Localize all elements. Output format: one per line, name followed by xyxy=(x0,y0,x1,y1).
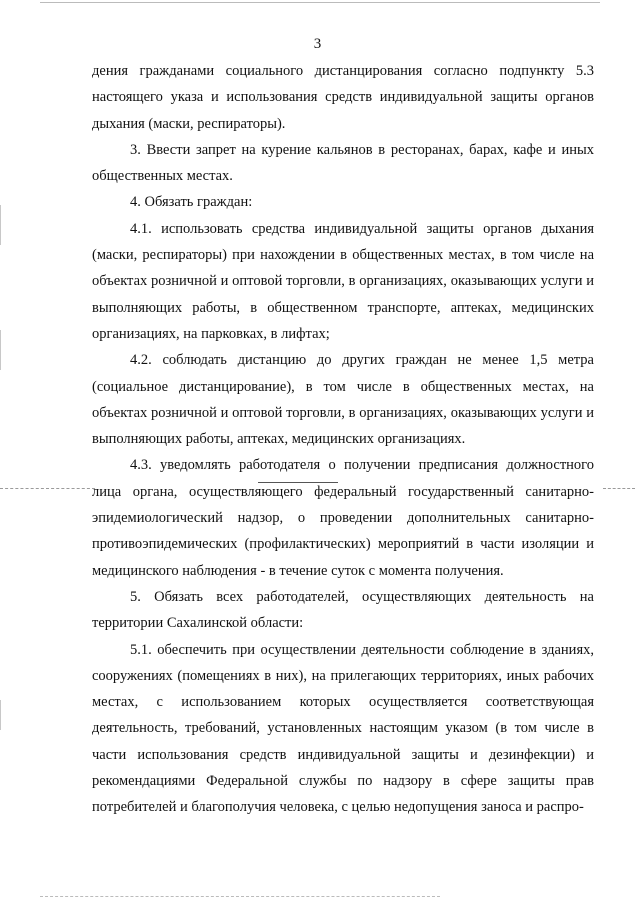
scan-margin-mark xyxy=(0,700,7,730)
paragraph-item-5-1: 5.1. обеспечить при осуществлении деятельности соблюдение в зданиях, сооружениях (помещениях в них), на прилегающих территориях, иных рабочих местах, с использованием которых осуществляется соответствующая деятельность, требований, установленных настоящим указом (в том числе в части использования средств индивидуальной защиты и дезинфекции) и рекомендациями Федеральной службы по надзору в сфере защиты прав потребителей и благополучия человека, с целью недопущения заноса и распро- xyxy=(92,641,594,816)
paragraph-item-4-2: 4.2. соблюдать дистанцию до других граждан не менее 1,5 метра (социальное дистанцирование), в том числе в общественных местах, на объектах розничной и оптовой торговли, в организациях, оказывающих услуги и выполняющих работы, аптеках, медицинских организациях. xyxy=(92,352,594,448)
paragraph-item-4-1: 4.1. использовать средства индивидуальной защиты органов дыхания (маски, респираторы) при нахождении в общественных местах, в том числе на объектах розничной и оптовой торговли, в организациях, оказывающих услуги и выполняющих работы, в общественном транспорте, аптеках, медицинских организациях, на парковках, в лифтах; xyxy=(92,220,594,342)
paragraph-item-4-3: 4.3. уведомлять работодателя о получении предписания должностного лица органа, осуществляющего федеральный государственный санитарно-эпидемиологический надзор, о проведении дополнительных санитарно-противоэпидемических (профилактических) мероприятий в части изоляции и медицинского наблюдения - в течение суток с момента получения. xyxy=(92,457,594,579)
strike-line xyxy=(258,482,338,483)
fold-line xyxy=(0,488,95,489)
scan-margin-mark xyxy=(0,330,7,370)
scan-margin-mark xyxy=(0,205,7,245)
paragraph-continuation: дения гражданами социального дистанцирования согласно подпункту 5.3 настоящего указа и использования средств индивидуальной защиты органов дыхания (маски, респираторы). xyxy=(92,63,594,132)
scan-top-edge xyxy=(40,2,600,3)
paragraph-item-5: 5. Обязать всех работодателей, осуществляющих деятельность на территории Сахалинской области: xyxy=(92,588,594,632)
paragraph-item-4: 4. Обязать граждан: xyxy=(130,194,253,211)
document-body xyxy=(92,58,594,821)
fold-line xyxy=(603,488,635,489)
scan-bottom-edge xyxy=(40,896,440,897)
paragraph-item-3: 3. Ввести запрет на курение кальянов в ресторанах, барах, кафе и иных общественных местах. xyxy=(92,141,594,185)
page-number: 3 xyxy=(313,36,322,52)
